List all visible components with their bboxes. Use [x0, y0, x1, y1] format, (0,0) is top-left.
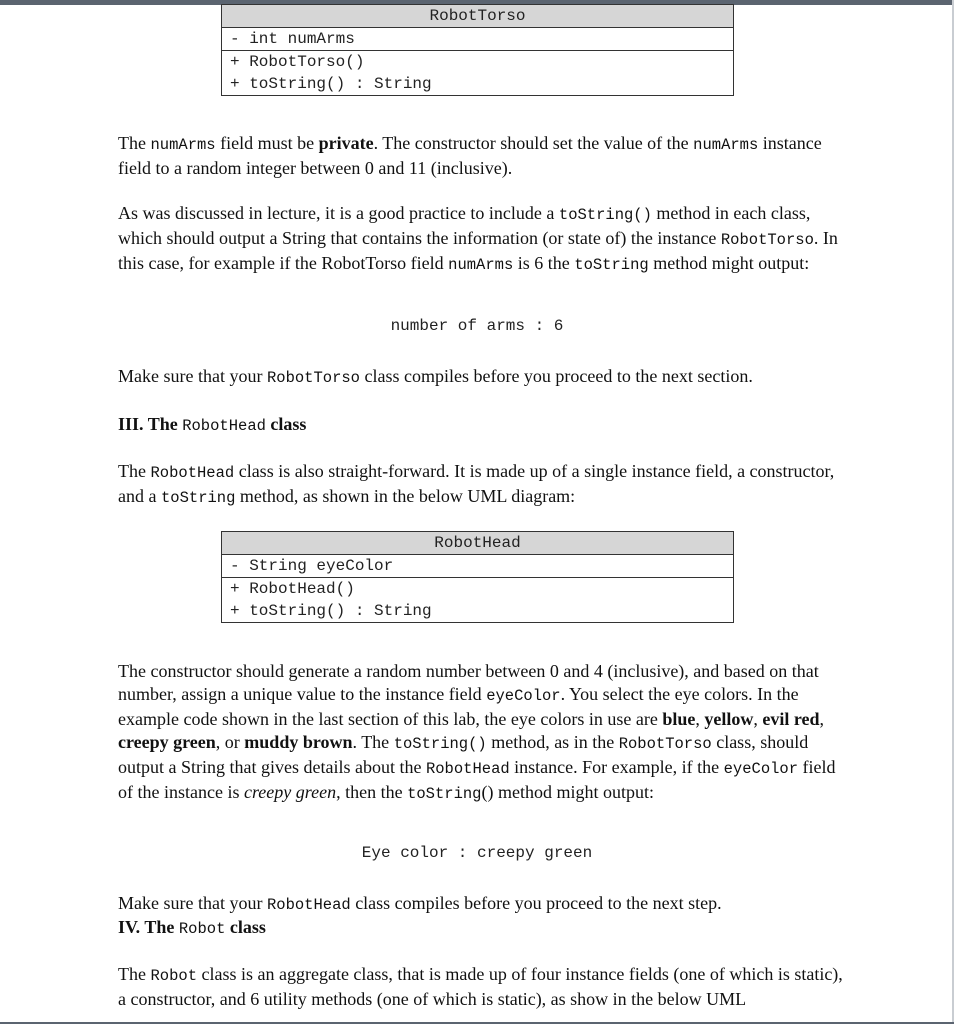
paragraph-compile-torso: Make sure that your RobotTorso class compiles before you proceed to the next section. — [118, 366, 753, 387]
example-output-eyecolor: Eye color : creepy green — [361, 844, 593, 862]
uml-method: + RobotHead() — [230, 580, 355, 598]
uml-methods — [222, 578, 733, 622]
paragraph-compile-head: Make sure that your RobotHead class compiles before you proceed to the next step. — [118, 893, 722, 914]
paragraph-numarms: The numArms field must be private. The constructor should set the value of the numArms instance field to a random integer between 0 and 11 (inclusive). — [118, 133, 822, 178]
paragraph-robothead-intro: The RobotHead class is also straight-forward. It is made up of a single instance field, a constructor, and a toString method, as shown in the below UML diagram: — [118, 461, 835, 507]
uml-fields — [222, 28, 733, 51]
uml-fields — [222, 555, 733, 578]
robothead-uml-diagram — [221, 531, 734, 623]
uml-field: - String eyeColor — [230, 557, 394, 575]
robottorso-uml-diagram — [221, 4, 734, 96]
uml-field: - int numArms — [230, 30, 355, 48]
uml-method: + RobotTorso() — [230, 53, 365, 71]
uml-class-name: RobotHead — [222, 532, 733, 555]
section-heading-robot: IV. The Robot class — [118, 917, 266, 938]
uml-method: + toString() : String — [230, 75, 432, 93]
paragraph-eyecolor: The constructor should generate a random number between 0 and 4 (inclusive), and based on that number, assign a unique value to the instance field eyeColor. You select the eye colors. In the example code shown in the last section of this lab, the eye colors in use are blue, yellow, evil red, creepy green, or muddy brown. The toString() method, as in the RobotTorso class, should output a String that gives details about the RobotHead instance. For example, if the eyeColor field of the instance is creepy green, then the toString() method might output: — [118, 661, 836, 803]
example-output-arms: number of arms : 6 — [390, 317, 564, 335]
paragraph-tostring: As was discussed in lecture, it is a good practice to include a toString() method in each class, which should output a String that contains the information (or state of) the instance RobotTorso. In this case, for example if the RobotTorso field numArms is 6 the toString method might output: — [118, 203, 838, 274]
paragraph-robot-intro: The Robot class is an aggregate class, that is made up of four instance fields (one of which is static), a constructor, and 6 utility methods (one of which is static), as show in the below UML — [118, 964, 843, 1009]
section-heading-robothead: III. The RobotHead class — [118, 414, 307, 435]
uml-methods — [222, 51, 733, 95]
uml-class-name: RobotTorso — [222, 5, 733, 28]
uml-method: + toString() : String — [230, 602, 432, 620]
